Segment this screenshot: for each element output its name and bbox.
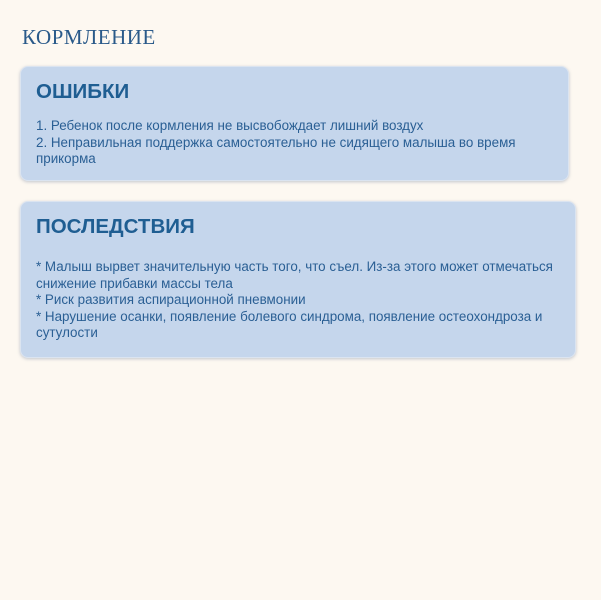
consequences-list-item: * Риск развития аспирационной пневмонии [36, 292, 306, 307]
consequences-card [20, 201, 576, 358]
consequences-heading: ПОСЛЕДСТВИЯ [36, 215, 195, 238]
consequences-list-item: * Нарушение осанки, появление болевого синдрома, появление остеохондроза и сутулости [36, 308, 543, 340]
errors-heading: ОШИБКИ [36, 80, 130, 103]
errors-list [36, 118, 554, 168]
errors-list-item: 2. Неправильная поддержка самостоятельно не сидящего малыша во время прикорма [36, 134, 516, 166]
errors-list-item: 1. Ребенок после кормления не высвобождает лишний воздух [36, 118, 424, 133]
consequences-list-item: * Малыш вырвет значительную часть того, что съел. Из-за этого может отмечаться снижение прибавки массы тела [36, 259, 553, 291]
page-title: КОРМЛЕНИЕ [22, 25, 156, 49]
consequences-list [36, 259, 561, 342]
errors-card [20, 66, 569, 181]
